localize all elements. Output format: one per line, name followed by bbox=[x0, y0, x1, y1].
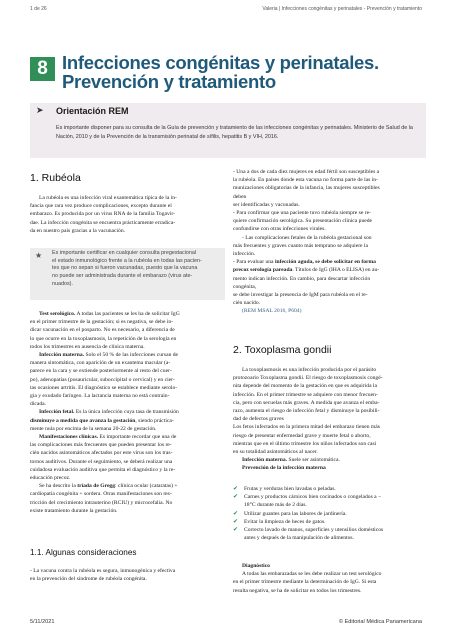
text-line: tas ocasiones artritis. El diagnóstico se establece mediante serolo- bbox=[30, 384, 178, 391]
list-item-text: antes y después de la manipulación de alimentos. bbox=[244, 535, 354, 542]
text-line: cardiopatía congénita + sordera. Otras manifestaciones son res- bbox=[30, 491, 172, 498]
emphasis: disminuye a medida que avanza la gestación bbox=[30, 417, 136, 424]
text-line: mientras que en el último trimestre los niños infectados son casi bbox=[233, 440, 377, 447]
text-line bbox=[30, 433, 226, 441]
note-line: nuados). bbox=[52, 280, 73, 287]
text-line: - La vacuna contra la rubéola es segura, inmunogénica y efectiva bbox=[30, 568, 176, 574]
text-span: - Para evaluar una bbox=[233, 259, 275, 266]
list-item bbox=[233, 501, 429, 509]
text-span: Solo el 50 % de las infecciones cursan de bbox=[84, 352, 179, 359]
text-line: nita depende del momento de la gestación en que es adquirida la bbox=[233, 383, 377, 390]
check-icon: ✔ bbox=[233, 485, 239, 492]
toxoplasma-intro bbox=[233, 366, 429, 473]
text-line: Los fetos infectados en la primera mitad del embarazo tienen más bbox=[233, 424, 380, 431]
note-line: no puede ser administrada durante el embarazo (virus ate- bbox=[52, 273, 193, 280]
text-line: más frecuentes y graves cuanto más temprano se adquiere la bbox=[233, 242, 368, 249]
text-line bbox=[233, 464, 429, 472]
subsection-heading-consideraciones: 1.1. Algunas consideraciones bbox=[30, 548, 137, 557]
list-item-text: Evitar la limpieza de heces de gatos. bbox=[244, 518, 326, 525]
text-line bbox=[30, 417, 226, 425]
emphasis: precoz serología pareada bbox=[233, 267, 293, 274]
text-line: cuidadosa evaluación auditiva que permita el diagnóstico y la re- bbox=[30, 466, 176, 473]
emphasis: tríada de Gregg bbox=[77, 483, 116, 490]
list-item-text: Carnes y productos cárnicos bien cocinados o congelados a − bbox=[244, 494, 382, 501]
running-title: Valeria | Infecciones congénitas y perinatales - Prevención y tratamiento bbox=[262, 6, 422, 12]
prevention-list bbox=[233, 485, 429, 542]
text-line: cién nacido. bbox=[233, 300, 261, 307]
orientation-text: Es importante disponer para su consulta de la Guía de prevención y tratamiento de las infecciones congénitas y perinatales. Ministerio de Salud de la Nación, 2010 y de la Prevención de la transmisión perinatal de sífilis, hepatitis B y VIH, 2016. bbox=[56, 125, 413, 140]
term: Infección materna. bbox=[242, 457, 288, 464]
note-line: tes que no sepan si fueron vacunadas, puesto que la vacuna bbox=[52, 265, 198, 272]
text-line: razo, aumenta el riesgo de infección fetal y disminuye la posibili- bbox=[233, 408, 380, 415]
list-item-text: Utilizar guantes para las labores de jardinería. bbox=[244, 510, 347, 517]
text-span: Es la única infección cuya tasa de transmisión bbox=[74, 409, 179, 416]
text-line: educación precoz. bbox=[30, 475, 71, 482]
text-line: gía y exudado faríngeo. La lactancia materna no está contrain- bbox=[30, 393, 170, 400]
list-item-text: Correcto lavado de manos, superficies y utensilios domésticos bbox=[244, 527, 384, 534]
chapter-number-badge: 8 bbox=[30, 57, 55, 81]
chapter-title bbox=[62, 53, 432, 91]
text-line: - Para confirmar que una paciente tuvo rubéola siempre se re- bbox=[233, 210, 371, 217]
subheading: Diagnóstico bbox=[242, 563, 270, 569]
note-text bbox=[52, 250, 220, 289]
text-line: la rubéola. En países donde esta vacuna no forma parte de las in- bbox=[233, 177, 378, 184]
text-line: en su totalidad asintomáticos al nacer. bbox=[233, 449, 318, 456]
list-item bbox=[233, 534, 429, 542]
text-line: quiere confirmación serológica. Su presentación clínica puede bbox=[233, 218, 373, 225]
text-span: A todas las pacientes se les ha de solicitar IgG bbox=[75, 311, 180, 317]
term: Infección materna. bbox=[39, 352, 85, 359]
text-line: da en nuestro país gracias a la vacunación. bbox=[30, 227, 126, 234]
text-line: - Las complicaciones fetales de la rubéola gestacional son bbox=[242, 234, 372, 241]
orientation-title: Orientación REM bbox=[56, 106, 129, 116]
text-line: po), adenopatías (posauricular, suboccipital o cervical) y en cier- bbox=[30, 376, 175, 383]
text-line bbox=[233, 456, 429, 464]
text-line: La rubéola es una infección viral exantemática típica de la in- bbox=[39, 195, 177, 201]
text-line: infección. En el primer trimestre se adquiere con menor frecuen- bbox=[233, 391, 378, 398]
footer-date: 5/11/2021 bbox=[30, 619, 55, 625]
note-line: Es importante certificar en cualquier consulta pregestacional bbox=[52, 250, 197, 256]
text-line: tornos auditivos. Durante el seguimiento, se deberá realizar una bbox=[30, 458, 173, 465]
page-number: 1 de 26 bbox=[30, 6, 47, 12]
text-span: . Títulos de IgG (IHA o ELISA) en au- bbox=[292, 267, 380, 274]
text-span: Es importante recordar que una de bbox=[98, 434, 177, 441]
text-line: en la prevención del síndrome de rubéola congénita. bbox=[30, 576, 147, 583]
text-line: lo que ocurre en la toxoplasmosis, la repetición de la serología en bbox=[30, 335, 177, 342]
section-heading-rubeola: 1. Rubéola bbox=[30, 172, 81, 184]
check-icon: ✔ bbox=[233, 509, 239, 517]
text-line: en el primer trimestre de la gestación; si es negativa, se debe in- bbox=[30, 319, 174, 326]
list-item bbox=[233, 485, 429, 493]
text-line: parece en la cara y se extiende posteriormente al resto del cuer- bbox=[30, 368, 172, 375]
text-line: dae. La infección congénita se encuentra prácticamente erradica- bbox=[30, 219, 176, 226]
text-line bbox=[30, 310, 226, 318]
footer-publisher: © Editorial Médica Panamericana bbox=[338, 619, 422, 625]
reference: (REM MSAL 2016, P604) bbox=[242, 308, 302, 315]
section-heading-toxoplasma: 2. Toxoplasma gondii bbox=[233, 344, 332, 356]
text-line: todos los trimestres en ausencia de clínica materna. bbox=[30, 343, 145, 350]
text-line: riesgo de presentar enfermedad grave y muerte fetal o aborto, bbox=[233, 432, 371, 439]
text-span: Se ha descrito la bbox=[39, 483, 78, 490]
text-line: se debe investigar la presencia de IgM para rubéola en el re- bbox=[233, 292, 368, 299]
text-line: A todas las embarazadas se les debe realizar un test serológico bbox=[242, 571, 382, 578]
text-line: resulta negativa, se ha de solicitar en todos los trimestres. bbox=[233, 587, 362, 594]
text-line: infección. bbox=[233, 251, 256, 258]
text-line: dicada. bbox=[30, 401, 46, 408]
text-line: las complicaciones más frecuentes que pueden presentar los re- bbox=[30, 442, 172, 449]
text-span: : clínica ocular (cataratas) + bbox=[115, 483, 178, 490]
text-line bbox=[233, 258, 429, 266]
list-item bbox=[233, 510, 429, 518]
list-item-text: 18°C durante más de 2 días. bbox=[244, 502, 307, 509]
chapter-title-line: Infecciones congénitas y perinatales. bbox=[62, 52, 379, 73]
text-line bbox=[233, 266, 429, 274]
text-line: protozoario Toxoplasma gondii. El riesgo de toxoplasmosis congé- bbox=[233, 375, 383, 382]
text-line bbox=[30, 351, 226, 359]
diagnostico-section bbox=[233, 562, 429, 595]
text-line: mento indican infección. En cambio, para descartar infección bbox=[233, 275, 371, 282]
text-line: cién nacidos asintomáticos afectados por este virus son los tras- bbox=[30, 450, 173, 457]
text-line: confundirse con otras infecciones virales. bbox=[233, 226, 326, 233]
list-item bbox=[233, 518, 429, 526]
text-line bbox=[30, 482, 226, 490]
text-line: ser identificadas y vacunadas. bbox=[233, 201, 300, 208]
list-item bbox=[233, 526, 429, 534]
text-line: existe tratamiento durante la gestación. bbox=[30, 507, 118, 514]
text-line: mente nula por encima de la semana 20-22 de gestación. bbox=[30, 425, 157, 432]
text-line: embarazo. Es producida por un virus RNA de la familia Togavir- bbox=[30, 211, 175, 218]
text-line: dad de defectos graves bbox=[233, 416, 284, 423]
rubeola-considerations-continued bbox=[233, 168, 429, 316]
list-item-text: Frutas y verduras bien lavadas o peladas. bbox=[244, 486, 336, 492]
chapter-title-line: Prevención y tratamiento bbox=[62, 71, 276, 92]
compass-arrow-icon: ➤ bbox=[36, 106, 44, 116]
text-line: cia, pero con secuelas más graves. A medida que avanza el emba- bbox=[233, 399, 380, 406]
text-line: La toxoplasmosis es una infección producida por el parásito bbox=[242, 367, 377, 373]
text-line: manera sintomática, con aparición de un exantema macular (a- bbox=[30, 360, 171, 367]
text-line: tricción del crecimiento intrauterino (RCIU) y microcefalia. No bbox=[30, 499, 173, 506]
check-icon: ✔ bbox=[233, 526, 239, 534]
text-line: - Una a dos de cada diez mujeres en edad fértil son susceptibles a bbox=[233, 169, 380, 175]
text-span: Suele ser asintomática. bbox=[287, 457, 340, 464]
text-line: en el primer trimestre mediante la determinación de IgG. Si esta bbox=[233, 579, 377, 586]
check-icon: ✔ bbox=[233, 493, 239, 501]
text-line bbox=[233, 562, 429, 570]
emphasis: infección aguda, se debe solicitar en forma bbox=[274, 259, 376, 266]
text-span: , siendo práctica- bbox=[135, 417, 174, 424]
text-line: dicar vacunación en el posparto. No es necesario, a diferencia de bbox=[30, 327, 175, 334]
text-line: congénita, bbox=[233, 283, 257, 290]
text-line: fancia que rara vez produce complicaciones, excepto durante el bbox=[30, 203, 172, 210]
text-line bbox=[30, 408, 226, 416]
list-item bbox=[233, 493, 429, 501]
text-line: deben bbox=[233, 193, 247, 200]
consideraciones-text bbox=[30, 567, 226, 583]
subheading: Prevención de la infección materna bbox=[242, 465, 326, 472]
star-icon: ★ bbox=[35, 251, 43, 260]
term: Manifestaciones clínicas. bbox=[39, 434, 99, 441]
term: Test serológico. bbox=[39, 311, 76, 317]
rubeola-body bbox=[30, 310, 226, 515]
note-line: el estado inmunológico frente a la rubéola en todas las pacien- bbox=[52, 257, 202, 264]
check-icon: ✔ bbox=[233, 517, 239, 525]
rubeola-intro bbox=[30, 194, 226, 235]
term: Infección fetal. bbox=[39, 409, 75, 416]
text-line: munizaciones obligatorias de la infancia, las mujeres susceptibles bbox=[233, 185, 380, 192]
